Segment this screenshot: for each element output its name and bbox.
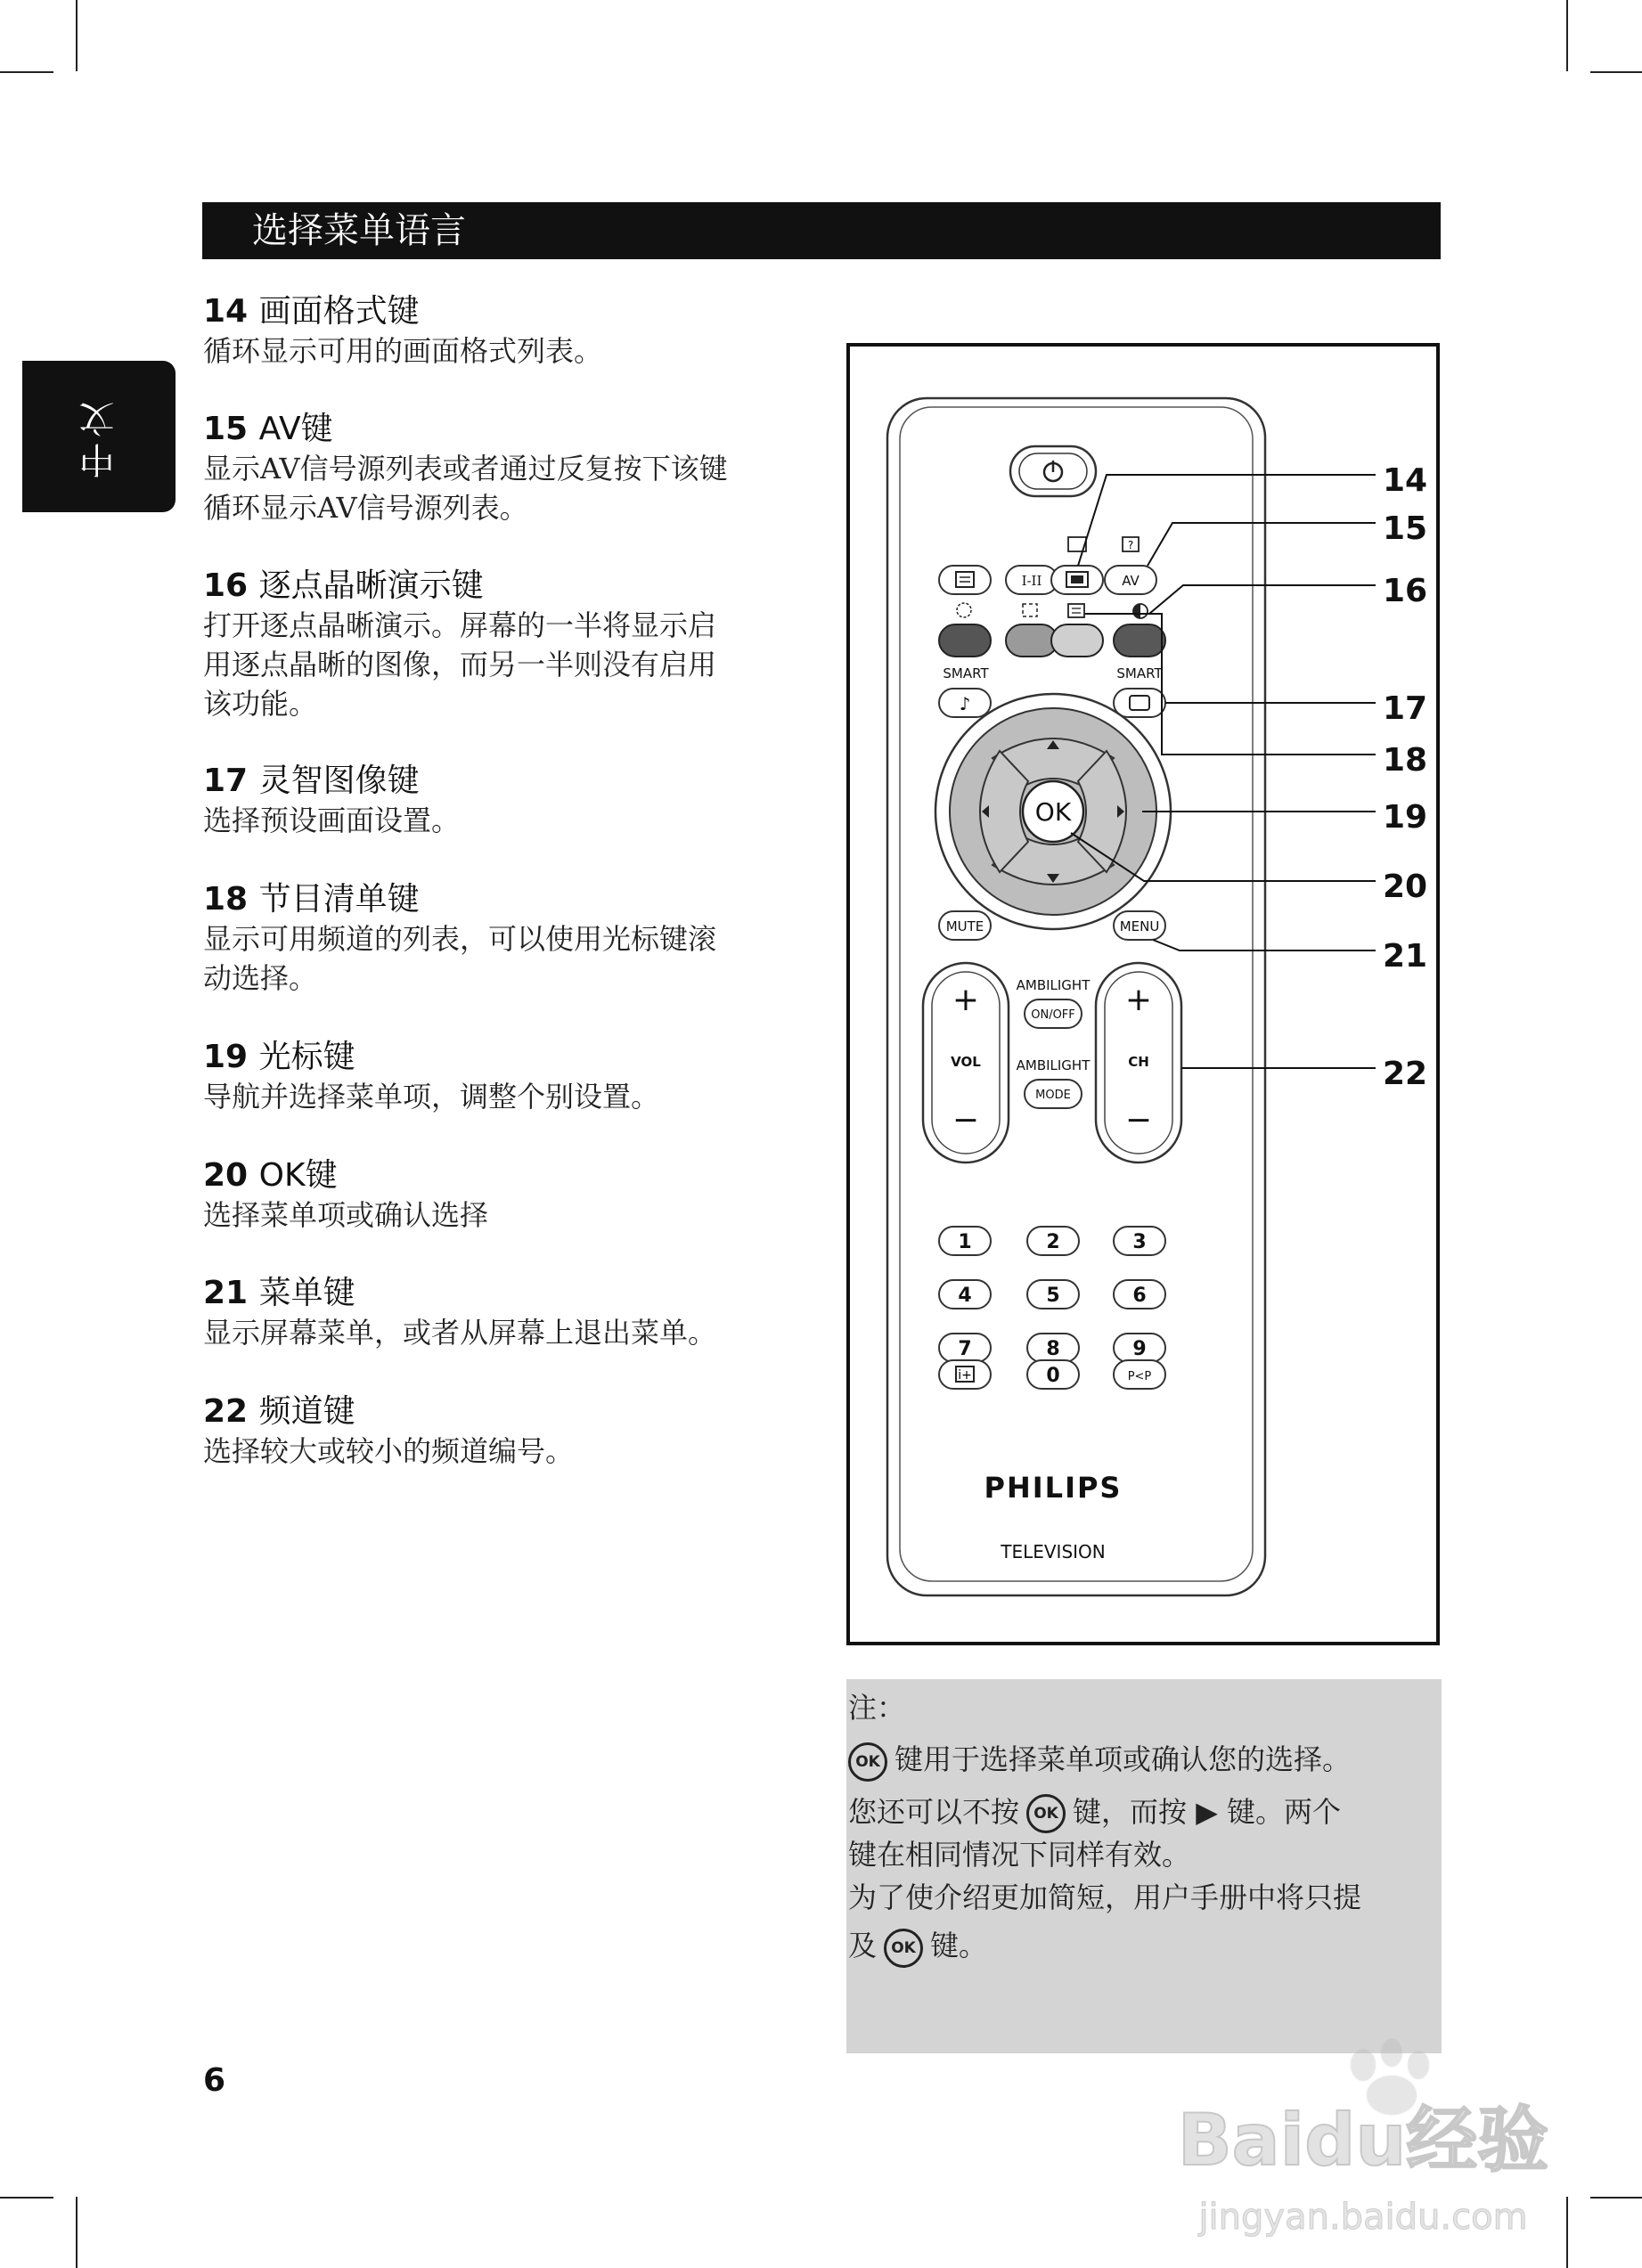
svg-text:i+: i+ [958, 1368, 972, 1383]
remote-illustration [850, 347, 1436, 1642]
channel-down-label: − [1124, 1102, 1153, 1138]
callout-label-15: 15 [1383, 510, 1428, 547]
key-number: 18 [203, 881, 249, 918]
note-line-2-before: 您还可以不按 [848, 1794, 1020, 1829]
ambilight-mode-button[interactable] [1025, 1080, 1082, 1108]
note-line-1-text: 键用于选择菜单项或确认您的选择。 [895, 1742, 1352, 1776]
key-number: 15 [203, 411, 249, 447]
key-description-heading [203, 292, 800, 331]
digit-2-label: 2 [1046, 1231, 1060, 1253]
key-description-text: 导航并选择菜单项，调整个别设置。 [203, 1080, 660, 1114]
volume-up-label: + [952, 982, 980, 1018]
digit-8-label: 8 [1046, 1338, 1060, 1360]
key-description-heading [203, 880, 800, 919]
key-title: OK键 [258, 1157, 338, 1194]
crop-mark [0, 71, 53, 73]
previous-program-button[interactable] [1114, 1360, 1165, 1389]
digit-4-button[interactable] [939, 1280, 991, 1309]
key-description-heading [203, 1156, 800, 1195]
callout-label-20: 20 [1383, 869, 1428, 905]
menu-button[interactable] [1114, 911, 1165, 940]
key-description-heading [203, 1274, 800, 1313]
watermark-brand: Baidu经验 [1177, 2099, 1549, 2182]
info-button[interactable] [939, 1360, 991, 1389]
yellow-button[interactable] [1051, 624, 1103, 657]
digit-4-label: 4 [958, 1285, 972, 1307]
ambilight-label: AMBILIGHT [1016, 977, 1091, 993]
key-description-heading [203, 1392, 800, 1432]
red-button[interactable] [939, 624, 991, 657]
svg-text:?: ? [1127, 539, 1134, 551]
ambilight-mode-label: MODE [1035, 1089, 1071, 1102]
key-description-heading [203, 1038, 800, 1077]
key-number: 16 [203, 567, 249, 604]
digit-9-button[interactable] [1114, 1334, 1165, 1362]
callout-label-14: 14 [1383, 462, 1428, 499]
key-title: 节目清单键 [258, 881, 420, 918]
key-number: 14 [203, 293, 249, 330]
volume-rocker[interactable] [923, 963, 1009, 1163]
key-title: 画面格式键 [258, 293, 420, 330]
power-button[interactable] [1010, 446, 1096, 496]
crop-mark [76, 2197, 78, 2268]
callout-labels [1383, 462, 1427, 1092]
key-description-21 [203, 1274, 800, 1352]
note-line-3: 键在相同情况下同样有效。 [848, 1838, 1191, 1872]
digit-5-button[interactable] [1027, 1280, 1079, 1309]
callout-label-17: 17 [1383, 690, 1428, 727]
key-number: 19 [203, 1039, 249, 1075]
callout-label-19: 19 [1383, 799, 1428, 836]
mute-button[interactable] [939, 911, 991, 940]
mute-label: MUTE [945, 918, 984, 934]
key-description-14 [203, 292, 800, 371]
key-description-19 [203, 1038, 800, 1116]
menu-label: MENU [1119, 918, 1160, 934]
channel-up-label: + [1124, 982, 1153, 1018]
key-description-text: 选择预设画面设置。 [203, 804, 461, 837]
key-description-heading [203, 567, 800, 606]
smart-sound-button[interactable] [939, 689, 991, 717]
watermark-url: jingyan.baidu.com [1198, 2197, 1528, 2238]
channel-rocker[interactable] [1096, 963, 1181, 1163]
remote-figure-frame [846, 343, 1440, 1645]
key-title: 频道键 [258, 1393, 355, 1430]
digit-6-button[interactable] [1114, 1280, 1165, 1309]
digit-1-button[interactable] [939, 1227, 991, 1255]
key-number: 22 [203, 1393, 249, 1430]
key-description-17 [203, 762, 800, 840]
key-description-text: 选择菜单项或确认选择 [203, 1198, 489, 1232]
digit-8-button[interactable] [1027, 1334, 1079, 1362]
volume-label: VOL [951, 1054, 981, 1070]
key-description-text: 用逐点晶晰的图像，而另一半则没有启用 [203, 648, 717, 681]
key-description-text: 该功能。 [203, 687, 318, 721]
digit-7-button[interactable] [939, 1334, 991, 1362]
key-description-22 [203, 1392, 800, 1471]
key-description-text: 打开逐点晶晰演示。屏幕的一半将显示启 [203, 608, 717, 642]
language-tab-label: 中文 [79, 396, 120, 478]
digit-9-label: 9 [1132, 1338, 1147, 1360]
smart-sound-label: SMART [943, 665, 989, 681]
note-line-5-before: 及 [848, 1929, 878, 1962]
key-description-text: 动选择。 [203, 961, 318, 995]
note-line-1 [848, 1738, 1436, 1782]
volume-down-label: − [952, 1102, 980, 1138]
paw-print-icon [1351, 2049, 1376, 2081]
channel-label: CH [1128, 1054, 1149, 1070]
key-description-text: 显示AV信号源列表或者通过反复按下该键 [203, 452, 728, 485]
dual-sound-button[interactable] [1006, 566, 1058, 594]
ok-symbol-icon: OK [884, 1929, 923, 1968]
note-heading: 注： [848, 1691, 906, 1725]
key-title: 光标键 [258, 1039, 355, 1075]
key-description-16 [203, 567, 800, 723]
key-description-text: 显示可用频道的列表，可以使用光标键滚 [203, 922, 717, 956]
smart-picture-label: SMART [1116, 665, 1163, 681]
note-line-2-after: 键，而按 ▶ 键。两个 [1073, 1794, 1341, 1829]
section-title: 选择菜单语言 [252, 210, 466, 251]
note-line-2 [848, 1791, 1436, 1834]
digit-1-label: 1 [958, 1231, 972, 1253]
callout-label-16: 16 [1383, 573, 1428, 609]
ambilight-label-2: AMBILIGHT [1016, 1057, 1091, 1073]
previous-program-label: P<P [1127, 1370, 1152, 1383]
section-title-bar [202, 202, 1441, 259]
note-line-5 [848, 1924, 1436, 1968]
music-note-icon: ♪ [959, 693, 971, 714]
digit-6-label: 6 [1132, 1285, 1147, 1307]
ok-symbol-icon: OK [848, 1742, 887, 1782]
key-number: 20 [203, 1157, 249, 1194]
crop-mark [1590, 2197, 1642, 2199]
key-description-18 [203, 880, 800, 998]
ok-symbol-icon: OK [1026, 1794, 1066, 1833]
key-number: 21 [203, 1275, 249, 1311]
key-title: AV键 [258, 411, 333, 447]
digit-keypad [939, 1227, 1165, 1362]
key-title: 菜单键 [258, 1275, 355, 1311]
digit-5-label: 5 [1046, 1285, 1060, 1307]
ambilight-onoff-button[interactable] [1025, 999, 1082, 1028]
key-description-text: 循环显示AV信号源列表。 [203, 491, 528, 525]
digit-3-label: 3 [1132, 1231, 1147, 1253]
brand-logo: PHILIPS [984, 1471, 1123, 1505]
digit-0-button[interactable] [1027, 1360, 1079, 1389]
ok-label: OK [1034, 797, 1072, 827]
dual-sound-label: I-II [1021, 573, 1042, 589]
callout-label-18: 18 [1383, 742, 1428, 779]
note-line-4: 为了使介绍更加简短，用户手册中将只提 [848, 1880, 1362, 1914]
crop-mark [1590, 71, 1642, 73]
key-number: 17 [203, 763, 249, 799]
key-description-heading [203, 410, 800, 449]
page-number: 6 [203, 2062, 226, 2099]
key-title: 逐点晶晰演示键 [258, 567, 484, 604]
crop-mark [76, 0, 78, 71]
callout-label-22: 22 [1383, 1056, 1428, 1092]
digit-3-button[interactable] [1114, 1227, 1165, 1255]
baidu-watermark [1158, 2022, 1568, 2245]
key-description-text: 显示屏幕菜单，或者从屏幕上退出菜单。 [203, 1316, 717, 1350]
av-label: AV [1122, 573, 1140, 589]
key-description-15 [203, 410, 800, 527]
key-description-20 [203, 1156, 800, 1235]
ok-button[interactable] [1023, 781, 1083, 842]
smart-picture-button[interactable] [1114, 689, 1165, 717]
note-line-5-after: 键。 [930, 1929, 988, 1962]
key-description-text: 循环显示可用的画面格式列表。 [203, 334, 603, 368]
ambilight-onoff-label: ON/OFF [1031, 1008, 1075, 1022]
crop-mark [1566, 0, 1568, 71]
key-description-heading [203, 762, 800, 801]
language-tab [22, 361, 176, 512]
key-title: 灵智图像键 [258, 763, 420, 799]
digit-2-button[interactable] [1027, 1227, 1079, 1255]
green-button[interactable] [1006, 624, 1058, 657]
teletext-button[interactable] [939, 566, 991, 594]
digit-7-label: 7 [958, 1338, 972, 1360]
key-description-text: 选择较大或较小的频道编号。 [203, 1434, 575, 1468]
blue-button[interactable] [1114, 624, 1165, 657]
digit-0-label: 0 [1046, 1365, 1060, 1387]
brand-subtitle: TELEVISION [1001, 1541, 1106, 1562]
callout-label-21: 21 [1383, 938, 1428, 975]
note-box [846, 1679, 1442, 2053]
crop-mark [0, 2197, 53, 2199]
